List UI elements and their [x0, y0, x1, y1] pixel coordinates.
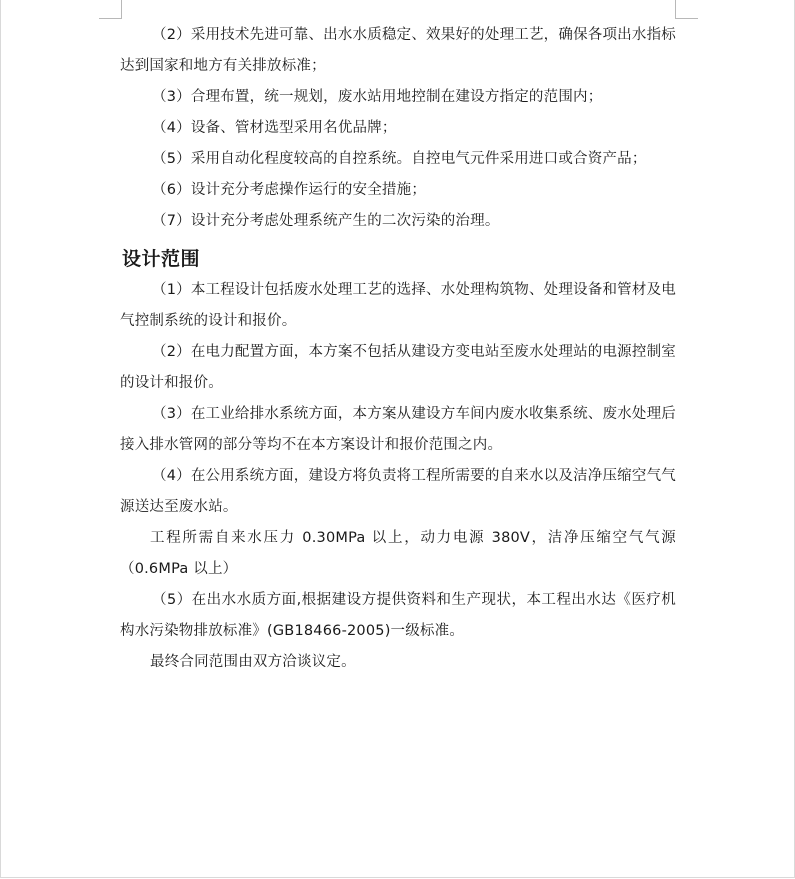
list-item: （3）在工业给排水系统方面，本方案从建设方车间内废水收集系统、废水处理后接入排水管网的部分等均不在本方案设计和报价范围之内。	[120, 406, 676, 453]
list-item: （6）设计充分考虑操作运行的安全措施；	[152, 182, 427, 198]
list-item: （7）设计充分考虑处理系统产生的二次污染的治理。	[152, 213, 500, 229]
paragraph: 工程所需自来水压力 0.30MPa 以上，动力电源 380V，洁净压缩空气气源（0.6MPa 以上）	[120, 530, 676, 577]
list-item: （4）设备、管材选型采用名优品牌；	[152, 120, 397, 136]
list-item: （5）在出水水质方面,根据建设方提供资料和生产现状，本工程出水达《医疗机构水污染物排放标准》(GB18466-2005)一级标准。	[120, 592, 676, 639]
list-item: （5）采用自动化程度较高的自控系统。自控电气元件采用进口或合资产品；	[152, 151, 647, 167]
list-item: （2）在电力配置方面，本方案不包括从建设方变电站至废水处理站的电源控制室的设计和报价。	[120, 344, 676, 391]
section-heading: 设计范围	[122, 248, 201, 270]
list-item: （2）采用技术先进可靠、出水水质稳定、效果好的处理工艺，确保各项出水指标达到国家和地方有关排放标准；	[120, 27, 676, 74]
list-item: （1）本工程设计包括废水处理工艺的选择、水处理构筑物、处理设备和管材及电气控制系统的设计和报价。	[120, 282, 676, 329]
paragraph: 最终合同范围由双方洽谈议定。	[150, 654, 356, 670]
list-item: （3）合理布置，统一规划，废水站用地控制在建设方指定的范围内；	[152, 89, 603, 105]
page-corner-mark-right	[675, 0, 698, 19]
document-body	[120, 20, 676, 678]
list-item: （4）在公用系统方面，建设方将负责将工程所需要的自来水以及洁净压缩空气气源送达至废水站。	[120, 468, 676, 515]
page-corner-mark-left	[99, 0, 122, 19]
